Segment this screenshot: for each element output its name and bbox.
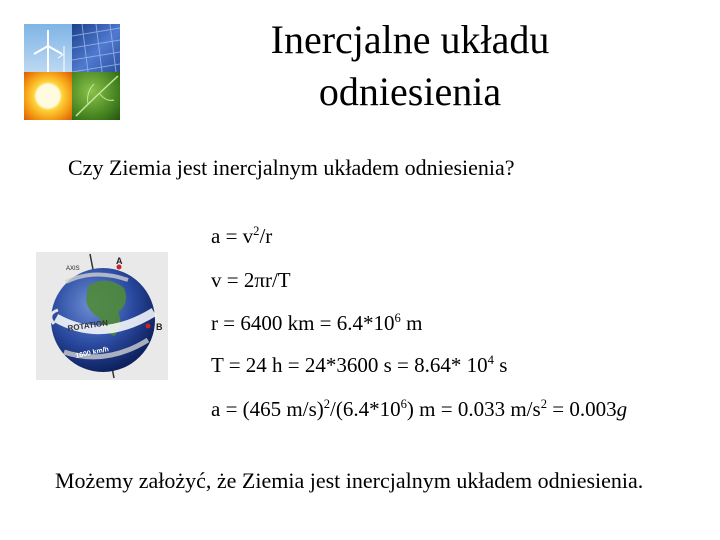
equation-period: T = 24 h = 24*3600 s = 8.64* $10^4$ s (211, 353, 508, 377)
rotation-label: ROTATION (67, 318, 109, 333)
point-a-label: A (116, 256, 123, 266)
sun-image (24, 72, 72, 120)
point-b-marker (146, 324, 151, 329)
leaf-image (72, 72, 120, 120)
earth-rotation-figure (36, 252, 168, 380)
equation-acceleration-value: a = (465 $m/s)^2/(6.4*10^6)$ m = 0.033 $m/s^2 = 0.003g$ (211, 397, 628, 421)
conclusion-text: Możemy założyć, że Ziemia jest inercjalnym układem odniesienia. (55, 468, 644, 493)
axis-label: AXIS (66, 266, 80, 272)
equation-acceleration: $a = v^2/r$ (211, 224, 273, 248)
energy-logo (24, 24, 120, 120)
speed-label: 1600 km/h (74, 346, 110, 360)
solar-panel-image (72, 24, 120, 72)
slide-title (160, 14, 660, 118)
question-text: Czy Ziemia jest inercjalnym układem odniesienia? (68, 155, 515, 180)
equation-radius: r = 6400 km = $6.4*10^6$ m (211, 311, 423, 335)
equation-velocity: v = 2πr/T (211, 268, 291, 292)
wind-turbine-image (24, 24, 72, 72)
title-line-2: odniesienia (318, 69, 502, 114)
title-line-1: Inercjalne układu (270, 17, 550, 62)
point-b-label: B (156, 322, 163, 332)
